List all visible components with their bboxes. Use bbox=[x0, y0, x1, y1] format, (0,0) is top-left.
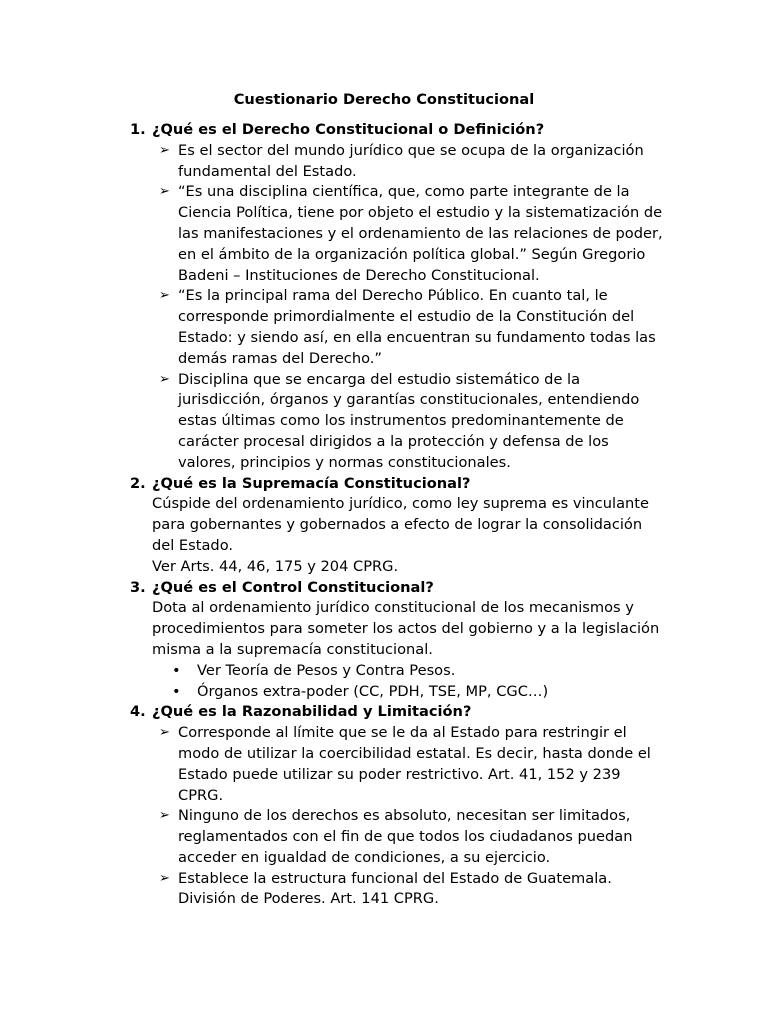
answer-text: Es el sector del mundo jurídico que se ocupa de la organización fundamental del Estado. bbox=[178, 141, 644, 180]
answer-item bbox=[0, 869, 663, 911]
arrow-bullet-icon: ➢ bbox=[159, 870, 170, 886]
question-text: ¿Qué es la Supremacía Constitucional? bbox=[152, 474, 471, 492]
question-number: 2. bbox=[130, 474, 146, 492]
answer-item bbox=[0, 723, 663, 806]
question-number: 4. bbox=[130, 703, 146, 721]
question-4 bbox=[0, 702, 768, 910]
question-text: ¿Qué es el Derecho Constitucional o Definición? bbox=[152, 121, 545, 138]
answer-item bbox=[0, 370, 663, 474]
arrow-bullet-icon: ➢ bbox=[159, 725, 170, 741]
answer-text: “Es una disciplina científica, que, como parte integrante de la Ciencia Política, tiene por objeto el estudio y la sistematización de las manifestaciones y el ordenamiento de las relaciones de poder, en el ámbito de la organización política global.” Según Gregorio Badeni – Instituciones de Derecho Constitucional. bbox=[178, 183, 663, 284]
arrow-bullet-icon: ➢ bbox=[159, 371, 170, 387]
dot-bullet-icon: • bbox=[172, 682, 181, 700]
answer-paragraph: Dota al ordenamiento jurídico constitucional de los mecanismos y procedimientos para someter los actos del gobierno y a la legislación misma a la supremacía constitucional. bbox=[152, 599, 660, 658]
question-heading bbox=[0, 578, 768, 599]
answer-text: Ninguno de los derechos es absoluto, necesitan ser limitados, reglamentados con el fin de que todos los ciudadanos puedan acceder en igualdad de condiciones, a su ejercicio. bbox=[178, 807, 633, 866]
answer-item bbox=[0, 286, 663, 369]
answer-item bbox=[0, 141, 663, 183]
dot-text: Órganos extra-poder (CC, PDH, TSE, MP, CGC…) bbox=[197, 682, 549, 700]
question-number: 1. bbox=[130, 121, 146, 138]
answer-text: Corresponde al límite que se le da al Estado para restringir el modo de utilizar la coercibilidad estatal. Es decir, hasta donde el Estado puede utilizar su poder restrictivo. Art. 41, 152 y 239 CPRG. bbox=[178, 724, 651, 804]
answer-item bbox=[0, 806, 663, 868]
answer-list bbox=[0, 723, 768, 910]
answer-list bbox=[0, 141, 768, 474]
question-1 bbox=[0, 120, 768, 474]
question-text: ¿Qué es la Razonabilidad y Limitación? bbox=[152, 703, 472, 721]
answer-text: “Es la principal rama del Derecho Público. En cuanto tal, le corresponde primordialmente el estudio de la Constitución del Estado: y siendo así, en ella encuentran su fundamento todas las demás ramas del Derecho.” bbox=[178, 287, 656, 367]
answer-paragraph: Cúspide del ordenamiento jurídico, como ley suprema es vinculante para gobernantes y gobernados a efecto de lograr la consolidación del Estado. bbox=[152, 495, 649, 554]
questionnaire bbox=[0, 120, 768, 910]
answer-text: Disciplina que se encarga del estudio sistemático de la jurisdicción, órganos y garantías constitucionales, entendiendo estas últimas como los instrumentos predominantemente de carácter procesal dirigidos a la protección y defensa de los valores, principios y normas constitucionales. bbox=[178, 370, 640, 471]
dot-list bbox=[0, 661, 768, 703]
dot-text: Ver Teoría de Pesos y Contra Pesos. bbox=[197, 661, 456, 679]
dot-item bbox=[0, 661, 768, 682]
answer-text: Establece la estructura funcional del Estado de Guatemala. División de Poderes. Art. 141 CPRG. bbox=[178, 869, 612, 908]
document-title: Cuestionario Derecho Constitucional bbox=[233, 91, 535, 108]
answer-item bbox=[0, 182, 663, 286]
arrow-bullet-icon: ➢ bbox=[159, 808, 170, 824]
question-number: 3. bbox=[130, 578, 146, 596]
arrow-bullet-icon: ➢ bbox=[159, 142, 170, 158]
question-text: ¿Qué es el Control Constitucional? bbox=[152, 578, 434, 596]
question-2 bbox=[0, 474, 768, 578]
dot-item bbox=[0, 682, 768, 703]
arrow-bullet-icon: ➢ bbox=[159, 288, 170, 304]
arrow-bullet-icon: ➢ bbox=[159, 184, 170, 200]
question-heading bbox=[0, 702, 768, 723]
question-heading bbox=[0, 474, 768, 495]
answer-paragraph: Ver Arts. 44, 46, 175 y 204 CPRG. bbox=[152, 557, 399, 575]
dot-bullet-icon: • bbox=[172, 661, 181, 679]
question-heading bbox=[0, 120, 768, 141]
question-3 bbox=[0, 578, 768, 703]
